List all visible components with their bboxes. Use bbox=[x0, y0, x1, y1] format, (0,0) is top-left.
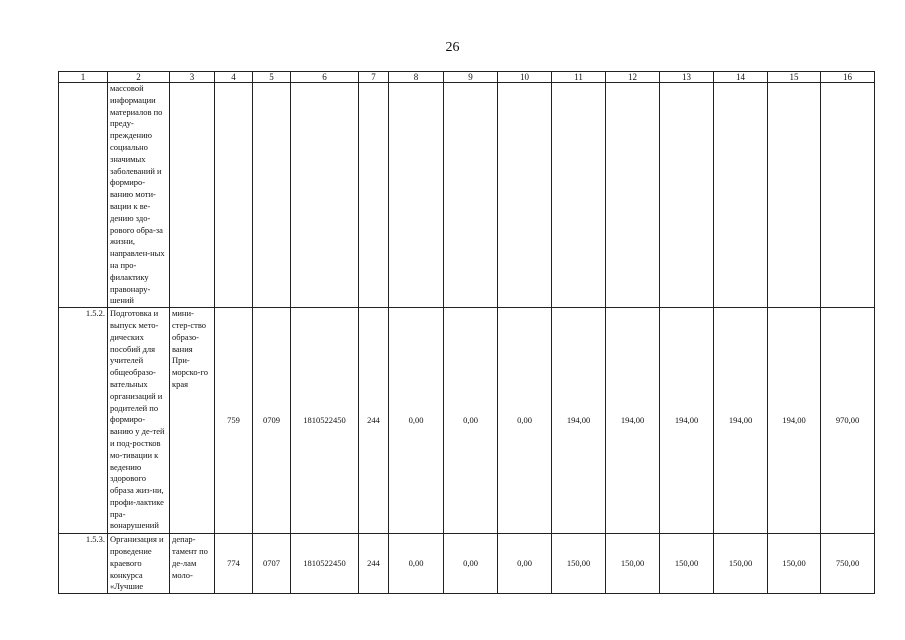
cell-9: 0,00 bbox=[444, 308, 498, 534]
cell-7: 244 bbox=[359, 308, 389, 534]
column-header-row bbox=[59, 72, 875, 83]
cell-12: 150,00 bbox=[606, 534, 660, 594]
cell-7 bbox=[359, 83, 389, 308]
measure-name: Подготовка и выпуск мето-дических пособий для учителей общеобразо-вательных организаций и родителей по формиро-ванию у де-тей и под-ростков мо-тивации к ведению здорового образа жиз-ни, профи-лактике пра-вонарушений bbox=[108, 308, 170, 534]
col-header-14: 14 bbox=[714, 72, 768, 83]
executor bbox=[170, 83, 215, 308]
row-number bbox=[59, 83, 108, 308]
cell-4: 759 bbox=[215, 308, 253, 534]
col-header-9: 9 bbox=[444, 72, 498, 83]
program-table bbox=[58, 71, 875, 594]
cell-8: 0,00 bbox=[389, 534, 444, 594]
cell-16: 750,00 bbox=[821, 534, 875, 594]
row-number: 1.5.2. bbox=[59, 308, 108, 534]
cell-13: 150,00 bbox=[660, 534, 714, 594]
cell-6: 1810522450 bbox=[291, 534, 359, 594]
cell-12 bbox=[606, 83, 660, 308]
col-header-13: 13 bbox=[660, 72, 714, 83]
executor: мини-стер-ство образо-вания При-морско-го края bbox=[170, 308, 215, 534]
measure-name: массовой информации материалов по преду-преждению социально значимых заболеваний и формиро-ванию моти-вации к ве-дению здо-рового обра-за жизни, направлен-ных на про-филактику правонару-шений bbox=[108, 83, 170, 308]
cell-6 bbox=[291, 83, 359, 308]
col-header-11: 11 bbox=[552, 72, 606, 83]
table-row bbox=[59, 83, 875, 308]
col-header-1: 1 bbox=[59, 72, 108, 83]
cell-10 bbox=[498, 83, 552, 308]
cell-14 bbox=[714, 83, 768, 308]
cell-9 bbox=[444, 83, 498, 308]
cell-4: 774 bbox=[215, 534, 253, 594]
table-row bbox=[59, 308, 875, 534]
cell-15 bbox=[768, 83, 821, 308]
col-header-16: 16 bbox=[821, 72, 875, 83]
cell-7: 244 bbox=[359, 534, 389, 594]
page-number: 26 bbox=[445, 40, 460, 55]
cell-5 bbox=[253, 83, 291, 308]
col-header-15: 15 bbox=[768, 72, 821, 83]
cell-15: 194,00 bbox=[768, 308, 821, 534]
row-number: 1.5.3. bbox=[59, 534, 108, 594]
col-header-3: 3 bbox=[170, 72, 215, 83]
cell-6: 1810522450 bbox=[291, 308, 359, 534]
measure-name: Организация и проведение краевого конкурса «Лучшие bbox=[108, 534, 170, 594]
cell-11: 150,00 bbox=[552, 534, 606, 594]
col-header-8: 8 bbox=[389, 72, 444, 83]
cell-5: 0709 bbox=[253, 308, 291, 534]
cell-5: 0707 bbox=[253, 534, 291, 594]
col-header-10: 10 bbox=[498, 72, 552, 83]
executor: депар-тамент по де-лам моло- bbox=[170, 534, 215, 594]
cell-13: 194,00 bbox=[660, 308, 714, 534]
cell-10: 0,00 bbox=[498, 534, 552, 594]
cell-4 bbox=[215, 83, 253, 308]
cell-10: 0,00 bbox=[498, 308, 552, 534]
col-header-6: 6 bbox=[291, 72, 359, 83]
cell-15: 150,00 bbox=[768, 534, 821, 594]
col-header-2: 2 bbox=[108, 72, 170, 83]
cell-8 bbox=[389, 83, 444, 308]
cell-13 bbox=[660, 83, 714, 308]
cell-16: 970,00 bbox=[821, 308, 875, 534]
cell-16 bbox=[821, 83, 875, 308]
col-header-5: 5 bbox=[253, 72, 291, 83]
cell-8: 0,00 bbox=[389, 308, 444, 534]
col-header-7: 7 bbox=[359, 72, 389, 83]
col-header-12: 12 bbox=[606, 72, 660, 83]
cell-9: 0,00 bbox=[444, 534, 498, 594]
col-header-4: 4 bbox=[215, 72, 253, 83]
cell-11 bbox=[552, 83, 606, 308]
cell-14: 194,00 bbox=[714, 308, 768, 534]
cell-14: 150,00 bbox=[714, 534, 768, 594]
cell-11: 194,00 bbox=[552, 308, 606, 534]
table-row bbox=[59, 534, 875, 594]
cell-12: 194,00 bbox=[606, 308, 660, 534]
